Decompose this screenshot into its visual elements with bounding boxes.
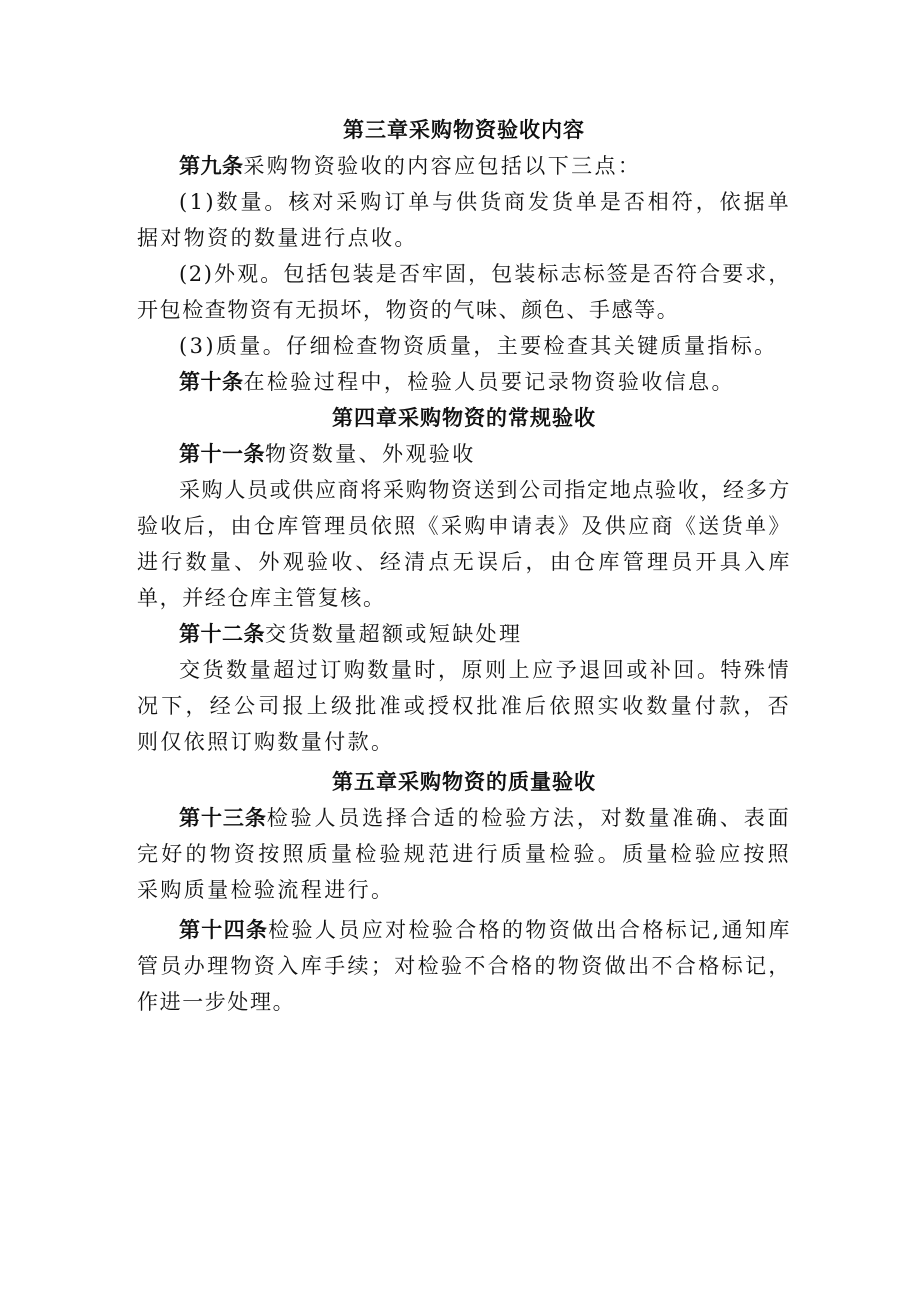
article-9-label: 第九条 bbox=[179, 153, 244, 178]
article-13-text: 检验人员选择合适的检验方法，对数量准确、表面完好的物资按照质量检验规范进行质量检验。质量检验应按照采购质量检验流程进行。 bbox=[137, 806, 791, 902]
article-9-text: 采购物资验收的内容应包括以下三点： bbox=[243, 154, 642, 178]
article-9-item-1: (1)数量。核对采购订单与供货商发货单是否相符，依据单据对物资的数量进行点收。 bbox=[137, 190, 791, 250]
article-14-text: 检验人员应对检验合格的物资做出合格标记,通知库管员办理物资入库手续；对检验不合格的物资做出不合格标记，作进一步处理。 bbox=[137, 918, 791, 1014]
article-12-text: 交货数量超额或短缺处理 bbox=[265, 622, 523, 646]
article-14 bbox=[137, 912, 791, 1020]
chapter-5-title: 第五章采购物资的质量验收 bbox=[332, 769, 596, 794]
article-9-item-3: (3)质量。仔细检查物资质量，主要检查其关键质量指标。 bbox=[179, 334, 778, 358]
article-11-body: 采购人员或供应商将采购物资送到公司指定地点验收，经多方验收后，由仓库管理员依照《采购申请表》及供应商《送货单》进行数量、外观验收、经清点无误后，由仓库管理员开具入库单，并经仓库主管复核。 bbox=[137, 478, 791, 610]
article-14-label: 第十四条 bbox=[179, 917, 269, 942]
article-11 bbox=[137, 436, 791, 472]
article-9-item-2: (2)外观。包括包装是否牢固，包装标志标签是否符合要求，开包检查物资有无损坏，物资的气味、颜色、手感等。 bbox=[137, 262, 791, 322]
article-13-label: 第十三条 bbox=[179, 805, 267, 830]
chapter-3-title: 第三章采购物资验收内容 bbox=[343, 117, 585, 142]
article-10-text: 在检验过程中，检验人员要记录物资验收信息。 bbox=[243, 370, 735, 394]
article-12 bbox=[137, 616, 791, 652]
article-11-label: 第十一条 bbox=[179, 441, 265, 466]
article-11-text: 物资数量、外观验收 bbox=[265, 442, 476, 466]
article-10 bbox=[137, 364, 791, 400]
article-12-body: 交货数量超过订购数量时，原则上应予退回或补回。特殊情况下，经公司报上级批准或授权批准后依照实收数量付款，否则仅依照订购数量付款。 bbox=[137, 658, 791, 754]
article-12-label: 第十二条 bbox=[179, 621, 265, 646]
chapter-4-title: 第四章采购物资的常规验收 bbox=[332, 405, 596, 430]
article-9 bbox=[137, 148, 791, 184]
article-13 bbox=[137, 800, 791, 908]
article-10-label: 第十条 bbox=[179, 369, 244, 394]
document-page bbox=[137, 112, 791, 1020]
